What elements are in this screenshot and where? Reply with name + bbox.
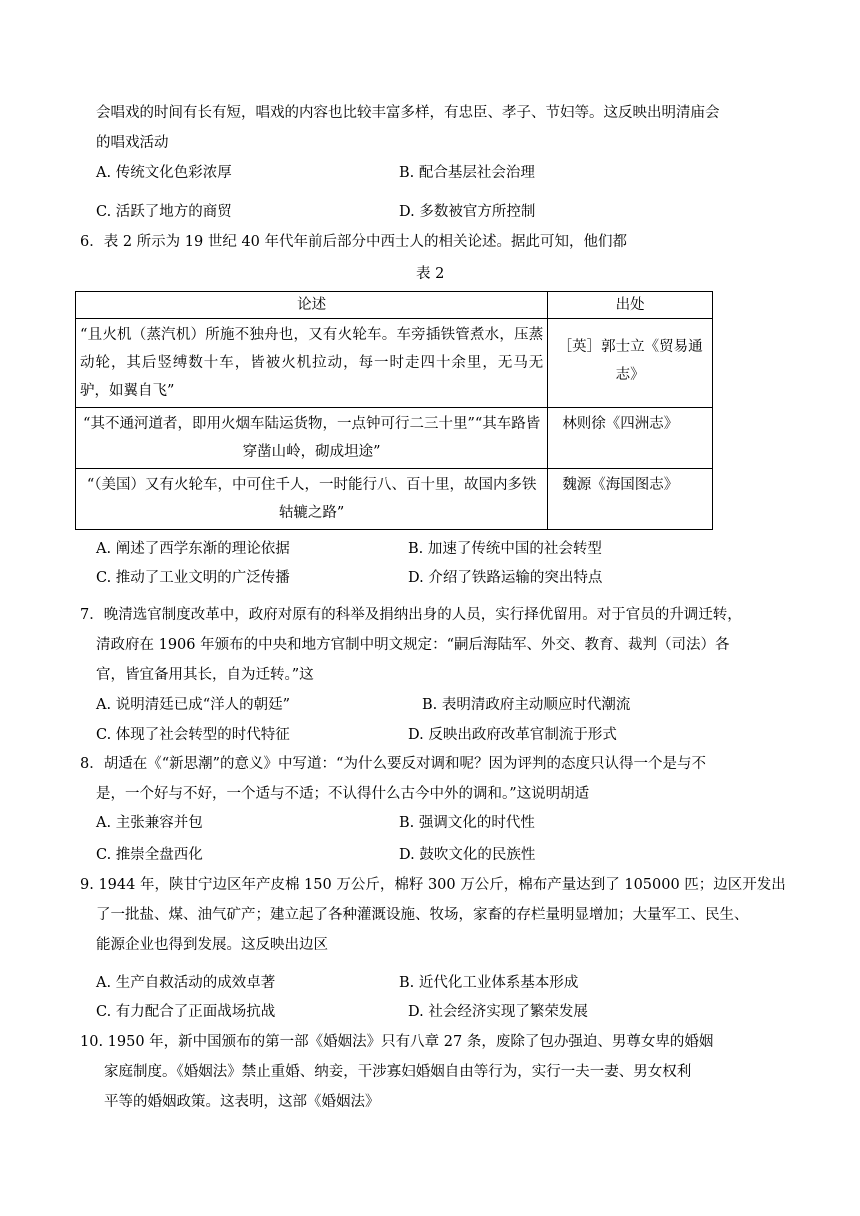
- q7-stem-line-3: 官，皆宜备用其长，自为迁转。”这: [96, 667, 314, 683]
- table-cell-quote: “且火机（蒸汽机）所施不独舟也，又有火轮车。车旁插铁管煮水，压蒸动轮，其后竖缚数十车，皆被火机拉动，每一时走四十余里，无马无驴，如翼自飞”: [76, 319, 548, 408]
- q9-option-a: A. 生产自救活动的成效卓著: [96, 975, 276, 991]
- table-cell-source: 林则徐《四洲志》: [548, 408, 713, 469]
- table-2: [75, 291, 713, 530]
- q8-option-d: D. 鼓吹文化的民族性: [399, 847, 536, 863]
- q9-option-b: B. 近代化工业体系基本形成: [399, 975, 579, 991]
- q6-option-a: A. 阐述了西学东渐的理论依据: [96, 541, 290, 557]
- q6-stem: 6．表 2 所示为 19 世纪 40 年代年前后部分中西士人的相关论述。据此可知，他们都: [80, 234, 628, 250]
- q7-option-c: C. 体现了社会转型的时代特征: [96, 727, 290, 743]
- table-header-source: 出处: [548, 292, 713, 319]
- q9-stem-line-3: 能源企业也得到发展。这反映出边区: [96, 937, 328, 953]
- q5-option-a: A. 传统文化色彩浓厚: [96, 165, 232, 181]
- q8-stem-line-1: 8．胡适在《“新思潮”的意义》中写道：“为什么要反对调和呢？因为评判的态度只认得一个是与不: [80, 756, 706, 772]
- q6-option-d: D. 介绍了铁路运输的突出特点: [408, 570, 603, 586]
- q8-option-c: C. 推崇全盘西化: [96, 847, 203, 863]
- table-row: [76, 469, 713, 530]
- q7-option-a: A. 说明清廷已成“洋人的朝廷”: [96, 697, 291, 713]
- q5-stem-line-1: 会唱戏的时间有长有短，唱戏的内容也比较丰富多样，有忠臣、孝子、节妇等。这反映出明清庙会: [96, 105, 720, 121]
- q6-option-b: B. 加速了传统中国的社会转型: [408, 541, 602, 557]
- q9-stem-line-2: 了一批盐、煤、油气矿产；建立起了各种灌溉设施、牧场，家畜的存栏量明显增加；大量军工、民生、: [96, 907, 749, 923]
- table-cell-quote: “（美国）又有火轮车，中可住千人，一时能行八、百十里，故国内多铁轱辘之路”: [76, 469, 548, 530]
- table-header-statement: 论述: [76, 292, 548, 319]
- table-cell-source: 魏源《海国图志》: [548, 469, 713, 530]
- table-row: [76, 319, 713, 408]
- q7-option-d: D. 反映出政府改革官制流于形式: [408, 727, 617, 743]
- q10-stem-line-1: 10. 1950 年，新中国颁布的第一部《婚姻法》只有八章 27 条，废除了包办强迫、男尊女卑的婚姻: [80, 1034, 714, 1050]
- q7-option-b: B. 表明清政府主动顺应时代潮流: [422, 697, 631, 713]
- table-cell-quote: “其不通河道者，即用火烟车陆运货物，一点钟可行二三十里”“其车路皆穿凿山岭，砌成坦途”: [76, 408, 548, 469]
- q10-stem-line-3: 平等的婚姻政策。这表明，这部《婚姻法》: [104, 1094, 380, 1110]
- q5-option-c: C. 活跃了地方的商贸: [96, 204, 232, 220]
- q9-option-d: D. 社会经济实现了繁荣发展: [408, 1004, 588, 1020]
- q5-option-b: B. 配合基层社会治理: [399, 165, 535, 181]
- table-header-row: [76, 292, 713, 319]
- q8-option-b: B. 强调文化的时代性: [399, 815, 535, 831]
- q5-option-d: D. 多数被官方所控制: [399, 204, 536, 220]
- q7-stem-line-2: 清政府在 1906 年颁布的中央和地方官制中明文规定：“嗣后海陆军、外交、教育、裁判（司法）各: [96, 637, 730, 653]
- q8-stem-line-2: 是，一个好与不好，一个适与不适；不认得什么古今中外的调和。”这说明胡适: [96, 786, 590, 802]
- q9-option-c: C. 有力配合了正面战场抗战: [96, 1004, 276, 1020]
- q7-stem-line-1: 7．晚清选官制度改革中，政府对原有的科举及捐纳出身的人员，实行择优留用。对于官员的升调迁转，: [80, 607, 742, 623]
- table-row: [76, 408, 713, 469]
- q9-stem-line-1: 9. 1944 年，陕甘宁边区年产皮棉 150 万公斤，棉籽 300 万公斤，棉布产量达到了 105000 匹；边区开发出: [80, 877, 786, 893]
- table-cell-source: ［英］郭士立《贸易通志》: [548, 319, 713, 408]
- q6-option-c: C. 推动了工业文明的广泛传播: [96, 570, 290, 586]
- q10-stem-line-2: 家庭制度。《婚姻法》禁止重婚、纳妾，干涉寡妇婚姻自由等行为，实行一夫一妻、男女权利: [104, 1064, 692, 1080]
- q5-stem-line-2: 的唱戏活动: [96, 135, 169, 151]
- table-2-title: 表 2: [416, 266, 445, 282]
- q8-option-a: A. 主张兼容并包: [96, 815, 203, 831]
